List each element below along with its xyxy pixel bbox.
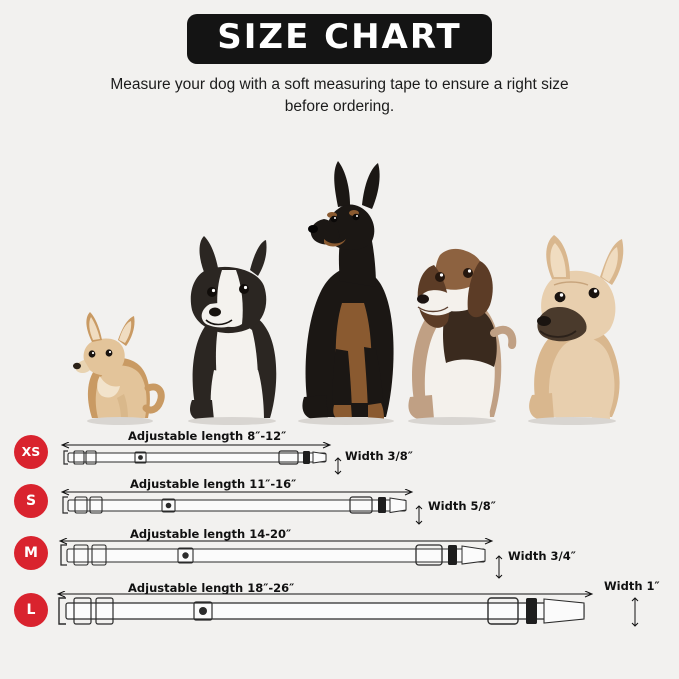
- dog-chihuahua: [62, 280, 172, 425]
- width-label-l: Width 1″: [604, 578, 660, 593]
- size-row-xs: [0, 429, 679, 475]
- size-badge-s: S: [14, 484, 48, 518]
- size-row-m: [0, 527, 679, 579]
- dog-beagle: [388, 187, 518, 425]
- size-row-l: [0, 578, 679, 639]
- width-label-m: Width 3/4″: [508, 548, 576, 563]
- size-badge-m: M: [14, 536, 48, 570]
- collar-xs: [60, 442, 335, 468]
- length-label-s: Adjustable length 11″-16″: [130, 476, 297, 491]
- size-row-s: [0, 477, 679, 525]
- width-label-xs: Width 3/8″: [345, 448, 413, 463]
- dog-french-bulldog: [508, 225, 636, 425]
- collar-m: [58, 538, 496, 568]
- header: [0, 0, 679, 119]
- collar-s: [60, 489, 416, 517]
- size-rows: [0, 425, 679, 639]
- length-label-m: Adjustable length 14-20″: [130, 526, 292, 541]
- width-label-s: Width 5/8″: [428, 498, 496, 513]
- collar-l: [56, 591, 596, 627]
- length-label-l: Adjustable length 18″-26″: [128, 580, 295, 595]
- width-arrow-xs: [333, 457, 343, 475]
- dog-illustrations: [0, 125, 679, 425]
- dog-boston-terrier: [170, 200, 290, 425]
- width-arrow-m: [494, 555, 504, 579]
- page-title: SIZE CHART: [187, 14, 491, 64]
- size-badge-xs: XS: [14, 435, 48, 469]
- subtitle-text: Measure your dog with a soft measuring tape to ensure a right size before ordering.: [110, 75, 569, 116]
- width-arrow-s: [414, 505, 424, 525]
- length-label-xs: Adjustable length 8″-12″: [128, 428, 287, 443]
- size-badge-l: L: [14, 593, 48, 627]
- width-arrow-l: [630, 597, 640, 627]
